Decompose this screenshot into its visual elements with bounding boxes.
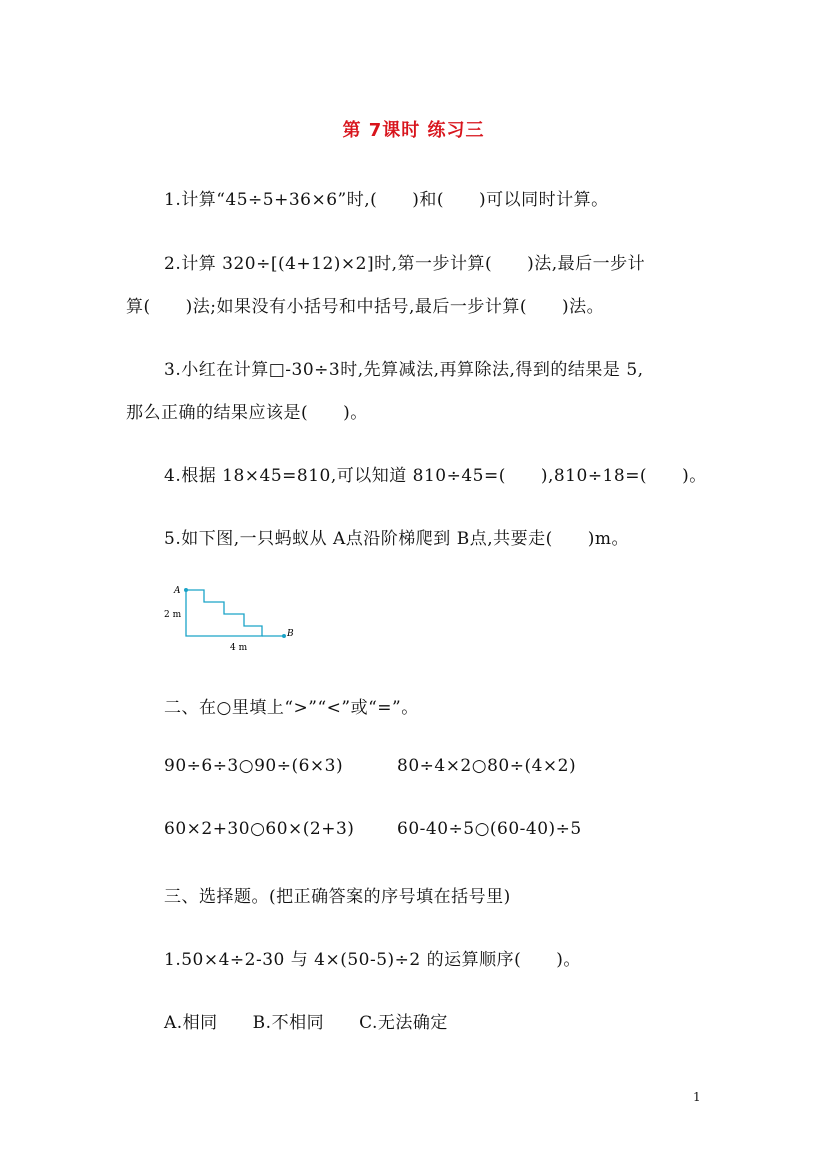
width-label: 4 m (230, 643, 248, 653)
staircase-outline (186, 590, 262, 636)
point-a (184, 588, 188, 592)
question-2-line-2: 算( )法;如果没有小括号和中括号,最后一步计算( )法。 (126, 297, 605, 317)
compare-1b: 80÷4×2○80÷(4×2) (397, 756, 577, 776)
section-2-heading: 二、在○里填上“>”“<”或“=”。 (164, 698, 419, 718)
page-number: 1 (693, 1090, 701, 1104)
page-title: 第 7课时 练习三 (342, 120, 485, 141)
staircase-figure (160, 580, 310, 655)
question-4: 4.根据 18×45=810,可以知道 810÷45=( ),810÷18=( )。 (164, 466, 707, 486)
question-2-line-1: 2.计算 320÷[(4+12)×2]时,第一步计算( )法,最后一步计 (164, 254, 646, 274)
label-b: B (287, 629, 294, 639)
question-3-line-2: 那么正确的结果应该是( )。 (126, 403, 368, 423)
staircase-lines (186, 590, 262, 636)
height-label: 2 m (164, 610, 182, 620)
choice-question-1: 1.50×4÷2-30 与 4×(50-5)÷2 的运算顺序( )。 (164, 950, 581, 970)
compare-1a: 90÷6÷3○90÷(6×3) (164, 756, 344, 776)
section-3-heading: 三、选择题。(把正确答案的序号填在括号里) (164, 887, 511, 907)
compare-2b: 60-40÷5○(60-40)÷5 (397, 819, 582, 839)
question-5: 5.如下图,一只蚂蚁从 A点沿阶梯爬到 B点,共要走( )m。 (164, 529, 629, 549)
label-a: A (174, 586, 181, 596)
question-1: 1.计算“45÷5+36×6”时,( )和( )可以同时计算。 (164, 190, 609, 210)
question-3-line-1: 3.小红在计算□-30÷3时,先算减法,再算除法,得到的结果是 5, (164, 360, 644, 380)
choice-options: A.相同 B.不相同 C.无法确定 (164, 1013, 448, 1033)
compare-2a: 60×2+30○60×(2+3) (164, 819, 355, 839)
